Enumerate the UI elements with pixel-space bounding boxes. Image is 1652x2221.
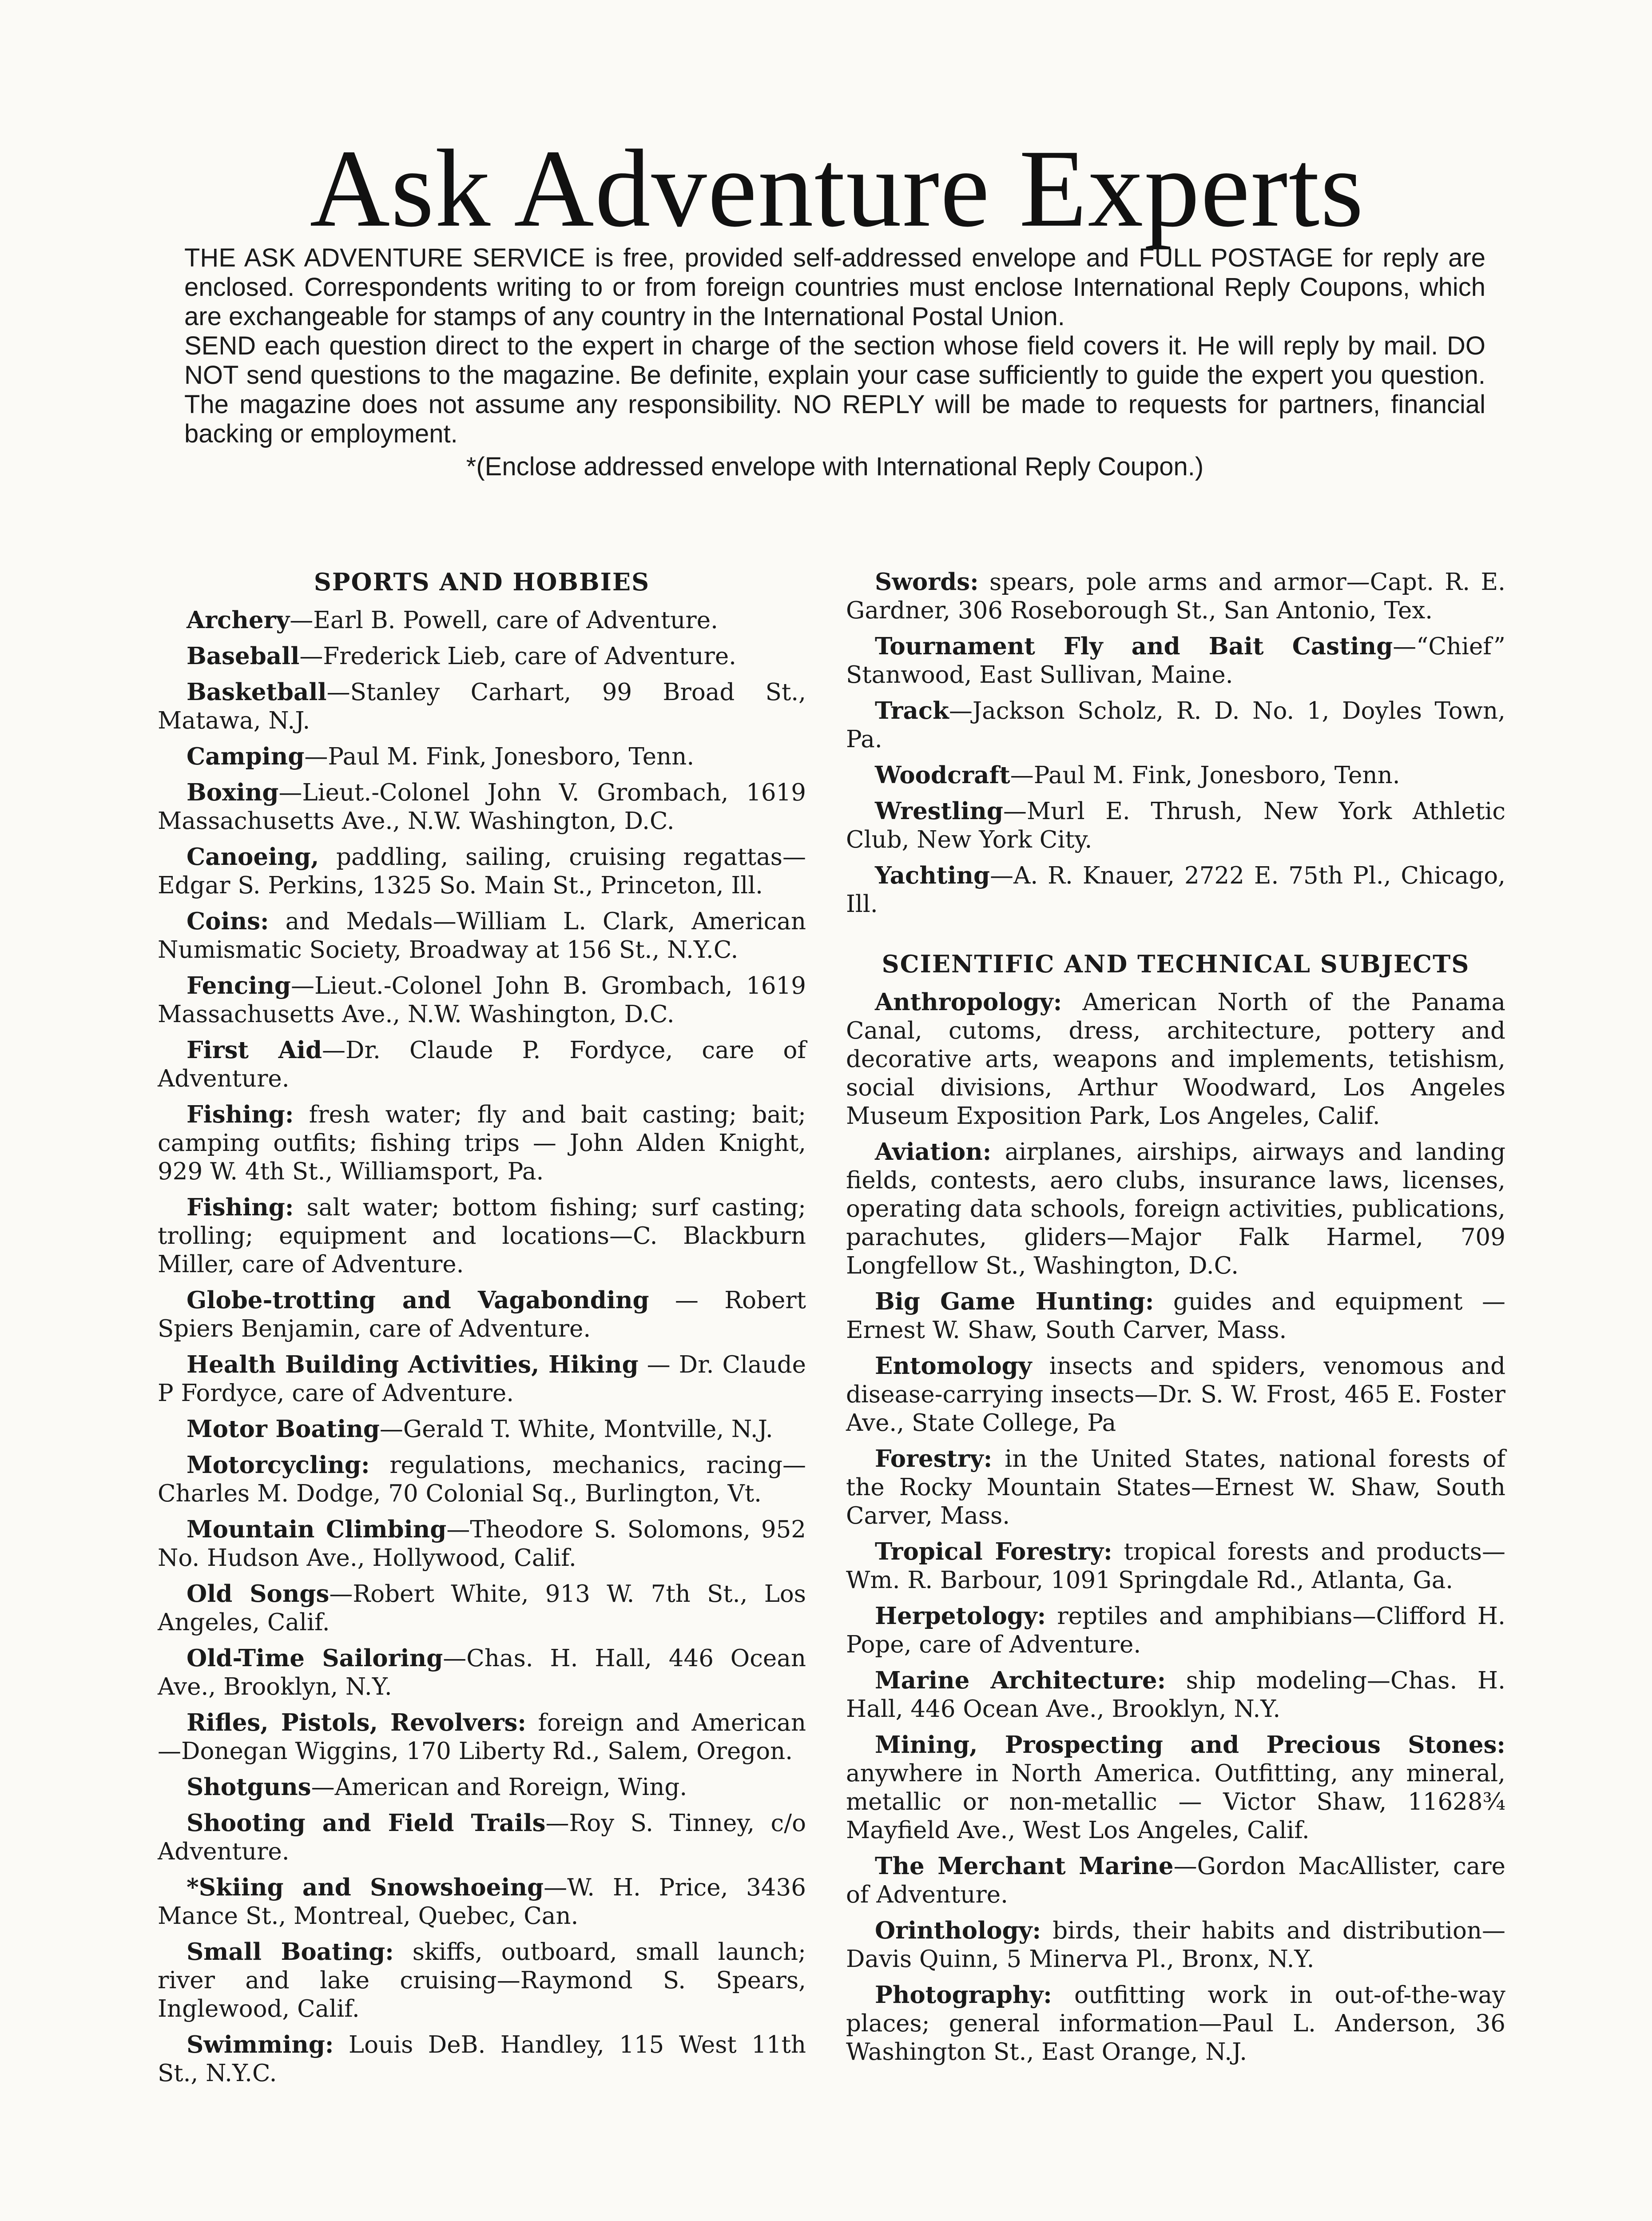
expert-entry — [158, 606, 806, 635]
entry-subject: Photography: — [875, 1981, 1052, 2009]
entry-details: —Dr. Claude P. Fordyce, care of Adventure. — [158, 1037, 806, 1092]
entry-details: foreign and American—Donegan Wiggins, 170 Liberty Rd., Salem, Oregon. — [158, 1709, 806, 1765]
entry-subject: Track — [875, 697, 949, 724]
entry-details: skiffs, outboard, small launch; river and lake cruising—Raymond S. Spears, Inglewood, Calif. — [158, 1938, 806, 2022]
expert-entry — [158, 742, 806, 771]
expert-entry — [158, 907, 806, 964]
entry-details: fresh water; fly and bait casting; bait; camping outfits; fishing trips — John Alden Knight, 929 W. 4th St., Williamsport, Pa. — [158, 1101, 806, 1185]
entry-details: anywhere in North America. Outfitting, any mineral, metallic or non-metallic — Victor Shaw, 11628¾ Mayfield Ave., West Los Angeles, Calif. — [846, 1760, 1505, 1844]
entry-subject: Marine Architecture: — [875, 1667, 1166, 1694]
entry-subject: Mining, Prospecting and Precious Stones: — [875, 1731, 1505, 1759]
entry-subject: Fencing — [187, 972, 291, 999]
expert-entry — [846, 1138, 1505, 1280]
entry-subject: Old-Time Sailoring — [187, 1644, 443, 1672]
entry-details: —A. R. Knauer, 2722 E. 75th Pl., Chicago, Ill. — [846, 862, 1505, 918]
right-column — [846, 568, 1505, 2074]
expert-entry — [846, 1287, 1505, 1345]
entry-details: salt water; bottom fishing; surf casting; trolling; equipment and locations—C. Blackburn Miller, care of Adventure. — [158, 1194, 806, 1278]
entry-details: — Robert Spiers Benjamin, care of Adventure. — [158, 1287, 806, 1342]
expert-entry — [158, 1580, 806, 1637]
entry-subject: Basketball — [187, 678, 327, 706]
entry-subject: Herpetology: — [875, 1602, 1046, 1630]
entry-subject: The Merchant Marine — [875, 1852, 1174, 1880]
expert-entry — [846, 632, 1505, 689]
expert-entry — [158, 971, 806, 1029]
expert-entry — [158, 1415, 806, 1444]
entry-subject: Archery — [187, 606, 290, 634]
expert-entry — [158, 1708, 806, 1766]
entry-details: —Lieut.-Colonel John B. Grombach, 1619 Massachusetts Ave., N.W. Washington, D.C. — [158, 972, 806, 1028]
expert-entry — [158, 1644, 806, 1701]
expert-entry — [158, 1350, 806, 1408]
entry-subject: Orinthology: — [875, 1917, 1041, 1944]
expert-entry — [846, 1602, 1505, 1659]
entry-subject: Shotguns — [187, 1773, 311, 1801]
entry-subject: Coins: — [187, 908, 269, 935]
section-heading-sports: SPORTS AND HOBBIES — [314, 568, 650, 596]
entry-subject: Tournament Fly and Bait Casting — [875, 633, 1393, 660]
entry-details: —Gordon MacAllister, care of Adventure. — [846, 1853, 1505, 1908]
expert-entry — [158, 1036, 806, 1093]
entry-details: —“Chief” Stanwood, East Sullivan, Maine. — [846, 633, 1505, 689]
entry-subject: Motor Boating — [187, 1415, 380, 1443]
entry-subject: Forestry: — [875, 1445, 993, 1473]
entry-details: ship modeling—Chas. H. Hall, 446 Ocean Ave., Brooklyn, N.Y. — [846, 1667, 1506, 1723]
entry-subject: Small Boating: — [187, 1938, 394, 1966]
entry-list-sports-continued — [846, 568, 1505, 919]
entry-details: guides and equipment —Ernest W. Shaw, South Carver, Mass. — [846, 1288, 1505, 1344]
entry-subject: Canoeing, — [187, 843, 319, 871]
entry-subject: Woodcraft — [875, 761, 1010, 789]
expert-entry — [846, 1731, 1505, 1845]
entry-details: birds, their habits and distribution—Davis Quinn, 5 Minerva Pl., Bronx, N.Y. — [846, 1917, 1505, 1973]
entry-details: —Theodore S. Solomons, 952 No. Hudson Ave., Hollywood, Calif. — [158, 1516, 806, 1572]
entry-details: —Murl E. Thrush, New York Athletic Club, New York City. — [846, 798, 1505, 853]
expert-entry — [158, 778, 806, 836]
entry-details: spears, pole arms and armor—Capt. R. E. Gardner, 306 Roseborough St., San Antonio, Tex. — [846, 569, 1505, 624]
entry-details: — Dr. Claude P Fordyce, care of Adventure. — [158, 1351, 806, 1407]
entry-subject: Health Building Activities, Hiking — [187, 1351, 639, 1378]
entry-subject: *Skiing and Snowshoeing — [187, 1874, 544, 1901]
expert-entry — [158, 1100, 806, 1186]
page-title: Ask Adventure Experts — [310, 127, 1365, 250]
entry-details: —Roy S. Tinney, c/o Adventure. — [158, 1810, 806, 1865]
expert-entry — [158, 1773, 806, 1802]
intro-paragraph-service: THE ASK ADVENTURE SERVICE is free, provided self-addressed envelope and FULL POSTAGE for reply are enclosed. Correspondents writing to or from foreign countries must enclose International Reply Coupons, which are exchangeable for stamps of any country in the International Postal Union. — [184, 243, 1485, 331]
entry-details: paddling, sailing, cruising regattas—Edgar S. Perkins, 1325 So. Main St., Princeton, Ill. — [158, 844, 806, 899]
expert-entry — [158, 1938, 806, 2023]
entry-details: American North of the Panama Canal, cutoms, dress, architecture, pottery and decorative arts, weapons and implements, tetishism, social divisions, Arthur Woodward, Los Angeles Museum Exposition Park, Los Angeles, Calif. — [846, 989, 1505, 1130]
entry-subject: Anthropology: — [875, 988, 1062, 1016]
entry-subject: Fishing: — [187, 1194, 294, 1221]
expert-entry — [846, 988, 1505, 1130]
expert-entry — [846, 1852, 1505, 1909]
expert-entry — [846, 1981, 1505, 2066]
entry-details: Louis DeB. Handley, 115 West 11th St., N.Y.C. — [158, 2031, 806, 2087]
expert-entry — [158, 642, 806, 671]
entry-subject: Baseball — [187, 642, 300, 670]
entry-details: —Jackson Scholz, R. D. No. 1, Doyles Town, Pa. — [846, 697, 1505, 753]
entry-details: insects and spiders, venomous and disease-carrying insects—Dr. S. W. Frost, 465 E. Foster Ave., State College, Pa — [846, 1353, 1505, 1437]
entry-details: in the United States, national forests of the Rocky Mountain States—Ernest W. Shaw, South Carver, Mass. — [846, 1445, 1505, 1529]
entry-subject: Boxing — [187, 779, 279, 806]
entry-details: —Chas. H. Hall, 446 Ocean Ave., Brooklyn, N.Y. — [158, 1645, 806, 1700]
expert-entry — [158, 1193, 806, 1279]
expert-entry — [158, 678, 806, 735]
intro-paragraph-send: SEND each question direct to the expert in charge of the section whose field covers it. He will reply by mail. DO NOT send questions to the magazine. Be definite, explain your case sufficiently to guide the expert you question. The magazine does not assume any responsibility. NO REPLY will be made to requests for partners, financial backing or employment. — [184, 331, 1485, 448]
expert-entry — [846, 1537, 1505, 1595]
entry-subject: Shooting and Field Trails — [187, 1809, 546, 1837]
entry-subject: Rifles, Pistols, Revolvers: — [187, 1709, 526, 1736]
expert-entry — [846, 1916, 1505, 1974]
expert-entry — [158, 1515, 806, 1572]
expert-entry — [158, 2030, 806, 2088]
entry-details: —Earl B. Powell, care of Adventure. — [290, 607, 718, 634]
entry-subject: Camping — [187, 743, 305, 770]
entry-subject: Big Game Hunting: — [875, 1288, 1154, 1315]
entry-details: —Paul M. Fink, Jonesboro, Tenn. — [1010, 762, 1400, 789]
entry-details: —Gerald T. White, Montville, N.J. — [379, 1416, 773, 1443]
reply-coupon-note: *(Enclose addressed envelope with International Reply Coupon.) — [466, 452, 1204, 481]
expert-entry — [846, 1445, 1505, 1530]
entry-subject: Aviation: — [875, 1138, 992, 1166]
entry-subject: Wrestling — [875, 797, 1003, 825]
entry-details: —Frederick Lieb, care of Adventure. — [299, 643, 737, 670]
entry-details: and Medals—William L. Clark, American Numismatic Society, Broadway at 156 St., N.Y.C. — [158, 908, 806, 963]
entry-subject: Yachting — [875, 862, 990, 889]
entry-subject: Globe-trotting and Vagabonding — [187, 1286, 649, 1314]
section-heading-scientific: SCIENTIFIC AND TECHNICAL SUBJECTS — [882, 950, 1470, 978]
entry-details: —American and Roreign, Wing. — [311, 1774, 687, 1801]
entry-subject: First Aid — [187, 1036, 322, 1064]
expert-entry — [846, 1352, 1505, 1437]
entry-details: —Paul M. Fink, Jonesboro, Tenn. — [304, 743, 695, 770]
entry-subject: Fishing: — [187, 1101, 294, 1128]
entry-details: regulations, mechanics, racing—Charles M. Dodge, 70 Colonial Sq., Burlington, Vt. — [158, 1452, 806, 1507]
expert-entry — [158, 1451, 806, 1508]
entry-details: outfitting work in out-of-the-way places; general information—Paul L. Anderson, 36 Washington St., East Orange, N.J. — [846, 1982, 1505, 2066]
expert-entry — [846, 568, 1505, 625]
entry-subject: Motorcycling: — [187, 1451, 370, 1479]
expert-entry — [846, 761, 1505, 790]
expert-entry — [158, 1809, 806, 1866]
expert-entry — [846, 861, 1505, 919]
entry-subject: Tropical Forestry: — [875, 1538, 1112, 1565]
left-column — [158, 568, 806, 2095]
expert-entry — [846, 797, 1505, 854]
entry-details: —Stanley Carhart, 99 Broad St., Matawa, N.J. — [158, 679, 806, 734]
entry-details: —Lieut.-Colonel John V. Grombach, 1619 Massachusetts Ave., N.W. Washington, D.C. — [158, 779, 806, 835]
entry-subject: Mountain Climbing — [187, 1516, 447, 1543]
entry-details: airplanes, airships, airways and landing fields, contests, aero clubs, insurance laws, licenses, operating data schools, foreign activities, publications, parachutes, gliders—Major Falk Harmel, 709 Longfellow St., Washington, D.C. — [846, 1138, 1505, 1279]
entry-details: —W. H. Price, 3436 Mance St., Montreal, Quebec, Can. — [158, 1874, 806, 1930]
expert-entry — [846, 1666, 1505, 1723]
entry-subject: Swords: — [875, 568, 979, 596]
entry-subject: Swimming: — [187, 2031, 334, 2058]
entry-details: tropical forests and products—Wm. R. Barbour, 1091 Springdale Rd., Atlanta, Ga. — [846, 1538, 1505, 1594]
entry-list-scientific — [846, 988, 1505, 2066]
expert-entry — [158, 1873, 806, 1930]
expert-entry — [846, 697, 1505, 754]
entry-subject: Old Songs — [187, 1580, 330, 1608]
expert-entry — [158, 843, 806, 900]
entry-details: reptiles and amphibians—Clifford H. Pope, care of Adventure. — [846, 1603, 1505, 1658]
entry-subject: Entomology — [875, 1352, 1032, 1380]
intro-block — [184, 243, 1485, 482]
entry-list-sports — [158, 606, 806, 2088]
expert-entry — [158, 1286, 806, 1343]
entry-details: —Robert White, 913 W. 7th St., Los Angeles, Calif. — [158, 1580, 806, 1636]
